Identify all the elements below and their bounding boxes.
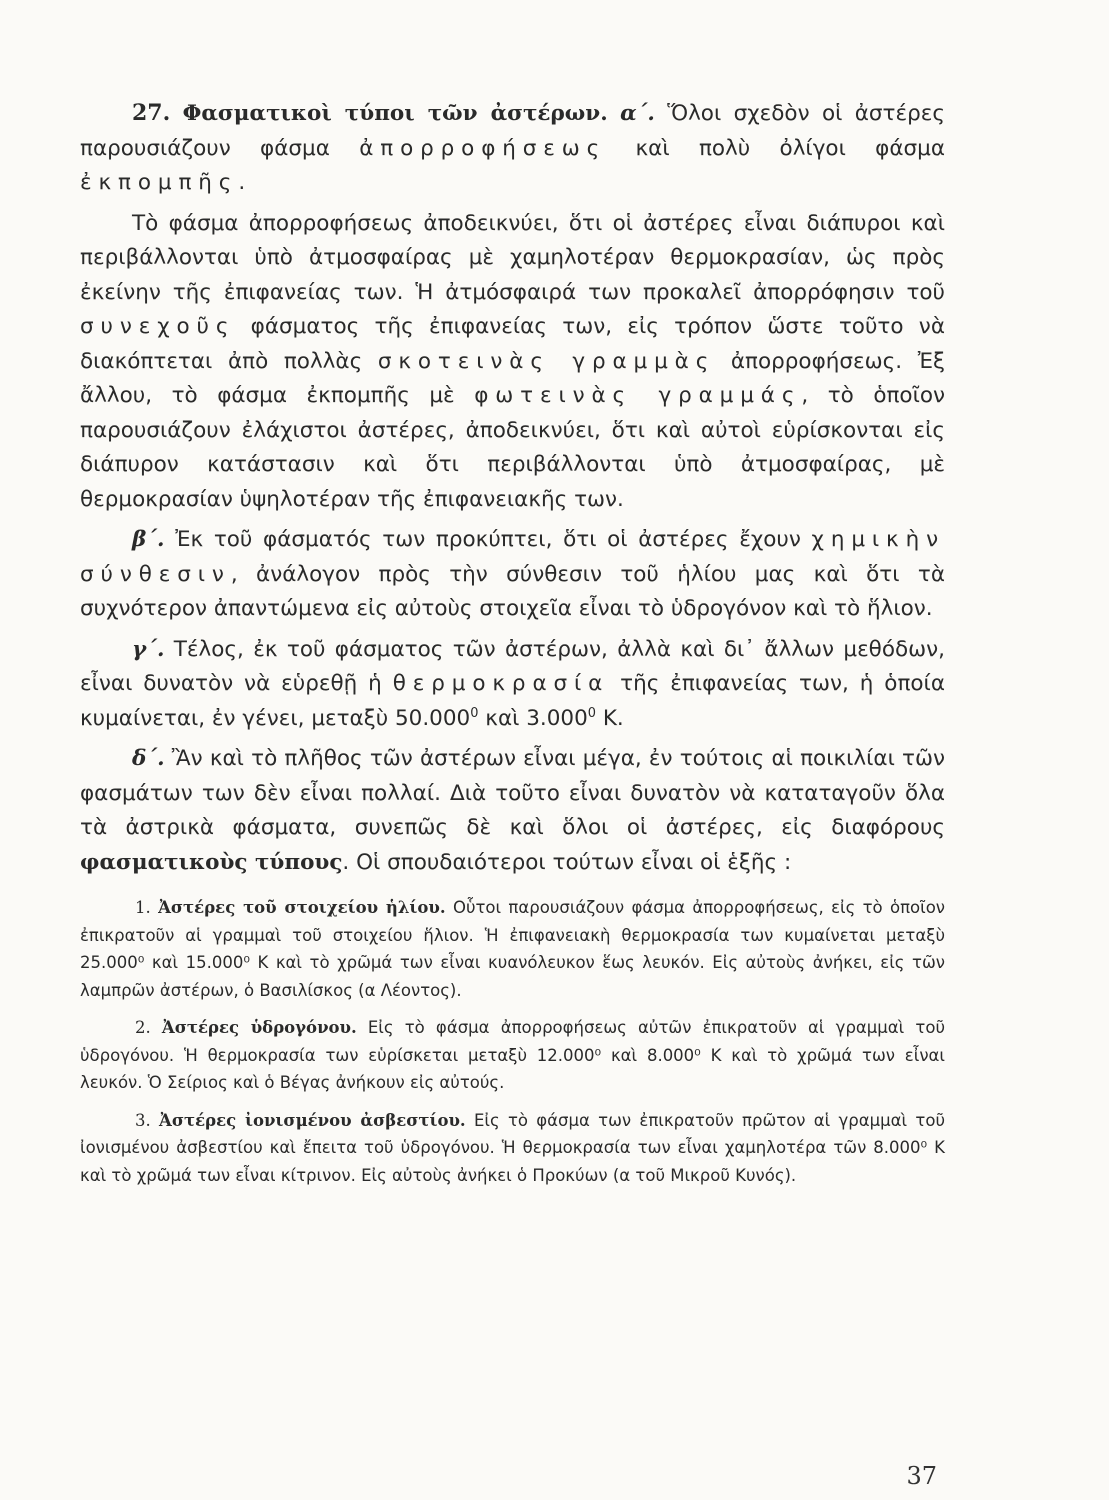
spectral-type-item	[80, 1107, 945, 1190]
degree-sign: 0	[470, 705, 479, 721]
delta-label: δ΄.	[132, 746, 165, 771]
term-composition: χημικὴν σύνθεσιν	[80, 527, 945, 587]
page-number: 37	[906, 1462, 937, 1490]
spectral-type-item	[80, 894, 945, 1004]
beta-label: β΄.	[132, 527, 165, 552]
paragraph-gamma	[80, 633, 945, 737]
type-number: 1.	[135, 898, 151, 917]
type-number: 3.	[135, 1110, 151, 1130]
type-name: Ἀστέρες τοῦ στοιχείου ἡλίου.	[158, 898, 446, 917]
term-dark-lines: σκοτεινὰς γραμμὰς	[377, 348, 716, 374]
delta-text-2: . Οἱ σπουδαιότεροι τούτων εἶναι οἱ ἑξῆς :	[342, 849, 792, 875]
term-continuous: συνεχοῦς	[80, 314, 236, 339]
absorption-text-4: , τὸ ὁποῖον παρουσιάζουν ἐλάχιστοι ἀστέρες, ἀποδεικνύει, ὅτι καὶ αὐτοὶ εὑρίσκονται εἰς διάπυρον κατάστασιν καὶ ὅτι περιβάλλονται ὑπὸ ἀτμοσφαίρας, μὲ θερμοκρασίαν ὑψηλοτέραν τῆς ἐπιφανειακῆς των.	[80, 383, 946, 512]
absorption-text-2: φάσματος τῆς ἐπιφανείας των, εἰς τρόπον ὥστε τοῦτο νὰ διακόπτεται ἀπὸ πολλὰς	[80, 314, 945, 374]
section-intro	[80, 96, 945, 201]
term-absorption: ἀπορροφήσεως	[359, 135, 607, 161]
type-name: Ἀστέρες ἰονισμένου ἀσβεστίου.	[159, 1110, 466, 1130]
absorption-text-3: ἀπορροφήσεως. Ἐξ ἄλλου, τὸ φάσμα ἐκπομπῆς μὲ	[80, 348, 945, 408]
gamma-text-3: καὶ 3.000	[478, 705, 588, 731]
absorption-text-1: Τὸ φάσμα ἀπορροφήσεως ἀποδεικνύει, ὅτι οἱ ἀστέρες εἶναι διάπυροι καὶ περιβάλλονται ὑπὸ ἀτμοσφαίρας μὲ χαμηλοτέραν θερμοκρασίαν, ὡς πρὸς ἐκείνην τῆς ἐπιφανείας των. Ἡ ἀτμόσφαιρά των προκαλεῖ ἀπορρόφησιν τοῦ	[80, 210, 945, 305]
term-temperature: θερμοκρασία	[392, 671, 610, 696]
intro-text-1: Ὅλοι σχεδὸν οἱ ἀστέρες παρουσιάζουν φάσμα	[80, 101, 945, 161]
gamma-text-1: Τέλος, ἐκ τοῦ φάσματος τῶν ἀστέρων, ἀλλὰ καὶ δι᾽ ἄλλων μεθόδων, εἶναι δυνατὸν νὰ εὑρεθῇ ἡ	[80, 636, 945, 696]
delta-text-1: Ἂν καὶ τὸ πλῆθος τῶν ἀστέρων εἶναι μέγα, ἐν τούτοις αἱ ποικιλίαι τῶν φασμάτων των δὲν εἶναι πολλαί. Διὰ τοῦτο εἶναι δυνατὸν νὰ καταταγοῦν ὅλα τὰ ἀστρικὰ φάσματα, συνεπῶς δὲ καὶ ὅλοι οἱ ἀστέρες, εἰς διαφόρους	[80, 746, 945, 840]
type-description: Εἰς τὸ φάσμα των ἐπικρατοῦν πρῶτον αἱ γραμμαὶ τοῦ ἰονισμένου ἀσβεστίου καὶ ἔπειτα τοῦ ὑδρογόνου. Ἡ θερμοκρασία των εἶναι χαμηλοτέρα τῶν 8.000⁰ Κ καὶ τὸ χρῶμά των εἶναι κίτρινον. Εἰς αὐτοὺς ἀνήκει ὁ Προκύων (α τοῦ Μικροῦ Κυνός).	[80, 1110, 945, 1185]
gamma-label: γ΄.	[132, 636, 165, 662]
paragraph-absorption	[80, 207, 945, 518]
type-description: Εἰς τὸ φάσμα ἀπορροφήσεως αὐτῶν ἐπικρατοῦν αἱ γραμμαὶ τοῦ ὑδρογόνου. Ἡ θερμοκρασία των εὑρίσκεται μεταξὺ 12.000⁰ καὶ 8.000⁰ Κ καὶ τὸ χρῶμά των εἶναι λευκόν. Ὁ Σείριος καὶ ὁ Βέγας ἀνήκουν εἰς αὐτούς.	[80, 1018, 945, 1092]
gamma-text-4: Κ.	[595, 705, 624, 731]
alpha-label: α΄.	[620, 101, 655, 126]
type-description: Οὗτοι παρουσιάζουν φάσμα ἀπορροφήσεως, εἰς τὸ ὁποῖον ἐπικρατοῦν αἱ γραμμαὶ τοῦ στοιχείου ἥλιον. Ἡ ἐπιφανειακὴ θερμοκρασία των κυμαίνεται μεταξὺ 25.000⁰ καὶ 15.000⁰ Κ καὶ τὸ χρῶμά των εἶναι κυανόλευκον ἕως λευκόν. Εἰς αὐτοὺς ἀνήκει, εἰς τῶν λαμπρῶν ἀστέρων, ὁ Βασιλίσκος (α Λέοντος).	[80, 898, 946, 1000]
intro-text-2: καὶ πολὺ ὀλίγοι φάσμα	[606, 135, 946, 161]
gamma-text-2: τῆς ἐπιφανείας των, ἡ ὁποία κυμαίνεται, ἐν γένει, μεταξὺ 50.000	[80, 671, 945, 731]
type-number: 2.	[135, 1018, 151, 1037]
paragraph-beta	[80, 523, 945, 627]
spectral-type-item	[80, 1014, 945, 1097]
term-emission: ἐκπομπῆς	[80, 170, 239, 195]
degree-sign: 0	[587, 705, 596, 721]
section-number: 27.	[132, 100, 171, 126]
term-bright-lines: φωτεινὰς γραμμάς	[474, 383, 802, 408]
page-content	[80, 96, 945, 1199]
beta-text-1: Ἐκ τοῦ φάσματός των προκύπτει, ὅτι οἱ ἀστέρες ἔχουν	[164, 527, 812, 552]
intro-text-3: .	[238, 170, 246, 195]
paragraph-delta	[80, 742, 945, 880]
term-spectral-types: φασματικοὺς τύπους	[80, 849, 343, 875]
beta-text-2: , ἀνάλογον πρὸς τὴν σύνθεσιν τοῦ ἡλίου μας καὶ ὅτι τὰ συχνότερον ἀπαντώμενα εἰς αὐτοὺς στοιχεῖα εἶναι τὸ ὑδρογόνον καὶ τὸ ἥλιον.	[80, 561, 945, 621]
type-name: Ἀστέρες ὑδρογόνου.	[161, 1018, 357, 1037]
section-title: Φασματικοὶ τύποι τῶν ἀστέρων.	[182, 101, 608, 126]
